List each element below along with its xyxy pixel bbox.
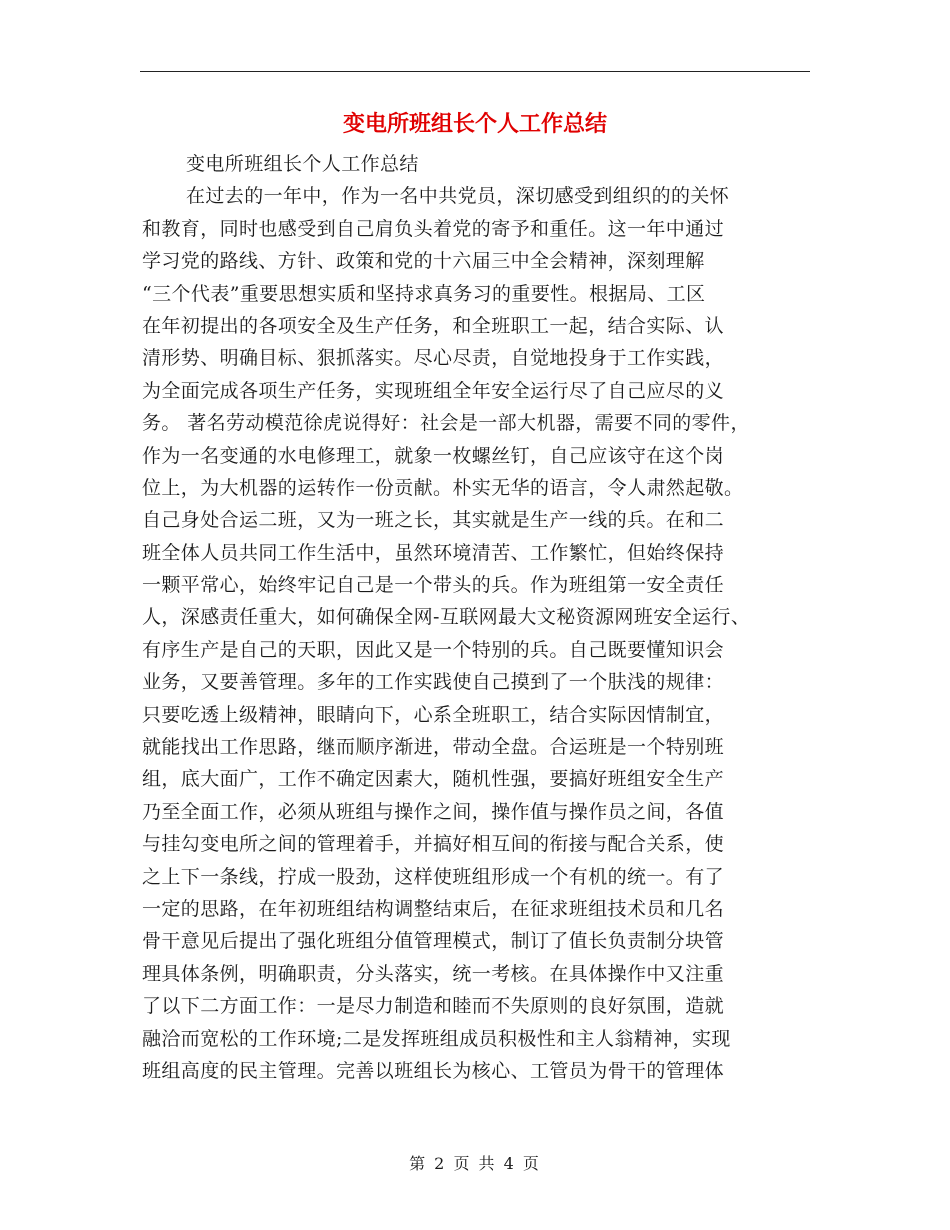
text-line: 一颗平常心，始终牢记自己是一个带头的兵。作为班组第一安全责任 bbox=[142, 574, 725, 597]
text-line: 理具体条例，明确职责，分头落实，统一考核。在具体操作中又注重 bbox=[142, 962, 725, 985]
page-number: 第 2 页 共 4 页 bbox=[409, 1154, 541, 1173]
text-line: 乃至全面工作，必须从班组与操作之间，操作值与操作员之间，各值 bbox=[142, 800, 725, 823]
text-line: 有序生产是自己的天职，因此又是一个特别的兵。自己既要懂知识会 bbox=[142, 638, 725, 661]
text-line: 班组高度的民主管理。完善以班组长为核心、工管员为骨干的管理体 bbox=[142, 1059, 725, 1082]
text-line: 学习党的路线、方针、政策和党的十六届三中全会精神，深刻理解 bbox=[142, 250, 705, 273]
text-line: 务。 著名劳动模范徐虎说得好：社会是一部大机器，需要不同的零件， bbox=[142, 412, 750, 435]
text-line: 只要吃透上级精神，眼睛向下，心系全班职工，结合实际因情制宜， bbox=[142, 703, 725, 726]
document-body bbox=[142, 148, 822, 1087]
text-line: 和教育，同时也感受到自己肩负头着党的寄予和重任。这一年中通过 bbox=[142, 217, 725, 240]
text-line: 清形势、明确目标、狠抓落实。尽心尽责，自觉地投身于工作实践， bbox=[142, 347, 725, 370]
text-line: 业务，又要善管理。多年的工作实践使自己摸到了一个肤浅的规律： bbox=[142, 671, 725, 694]
text-line: 与挂勾变电所之间的管理着手，并搞好相互间的衔接与配合关系，使 bbox=[142, 833, 725, 856]
text-line: 了以下二方面工作：一是尽力制造和睦而不失原则的良好氛围，造就 bbox=[142, 995, 725, 1018]
text-line: 在年初提出的各项安全及生产任务，和全班职工一起，结合实际、认 bbox=[142, 314, 725, 337]
text-line: 就能找出工作思路，继而顺序渐进，带动全盘。合运班是一个特别班 bbox=[142, 736, 725, 759]
text-line: 一定的思路，在年初班组结构调整结束后，在征求班组技术员和几名 bbox=[142, 897, 725, 920]
text-line: 变电所班组长个人工作总结 bbox=[186, 153, 419, 175]
text-line: 自己身处合运二班，又为一班之长，其实就是生产一线的兵。在和二 bbox=[142, 509, 725, 532]
text-line: 融洽而宽松的工作环境;二是发挥班组成员积极性和主人翁精神，实现 bbox=[142, 1027, 731, 1050]
text-line: 在过去的一年中，作为一名中共党员，深切感受到组织的的关怀 bbox=[186, 185, 730, 208]
text-line: 骨干意见后提出了强化班组分值管理模式，制订了值长负责制分块管 bbox=[142, 930, 725, 953]
text-line: 之上下一条线，拧成一股劲，这样使班组形成一个有机的统一。有了 bbox=[142, 865, 725, 888]
header-rule bbox=[140, 71, 810, 72]
text-line: 作为一名变通的水电修理工，就象一枚螺丝钉，自己应该守在这个岗 bbox=[142, 444, 725, 467]
text-line: 位上，为大机器的运转作一份贡献。朴实无华的语言，令人肃然起敬。 bbox=[142, 476, 744, 499]
text-line: 组，底大面广，工作不确定因素大，随机性强，要搞好班组安全生产 bbox=[142, 768, 725, 791]
document-title: 变电所班组长个人工作总结 bbox=[342, 111, 607, 137]
text-line: 人，深感责任重大，如何确保全网-互联网最大文秘资源网班安全运行、 bbox=[142, 606, 751, 629]
text-line: “三个代表”重要思想实质和坚持求真务习的重要性。根据局、工区 bbox=[142, 282, 706, 305]
text-line: 为全面完成各项生产任务，实现班组全年安全运行尽了自己应尽的义 bbox=[142, 379, 725, 402]
text-line: 班全体人员共同工作生活中，虽然环境清苦、工作繁忙，但始终保持 bbox=[142, 541, 725, 564]
